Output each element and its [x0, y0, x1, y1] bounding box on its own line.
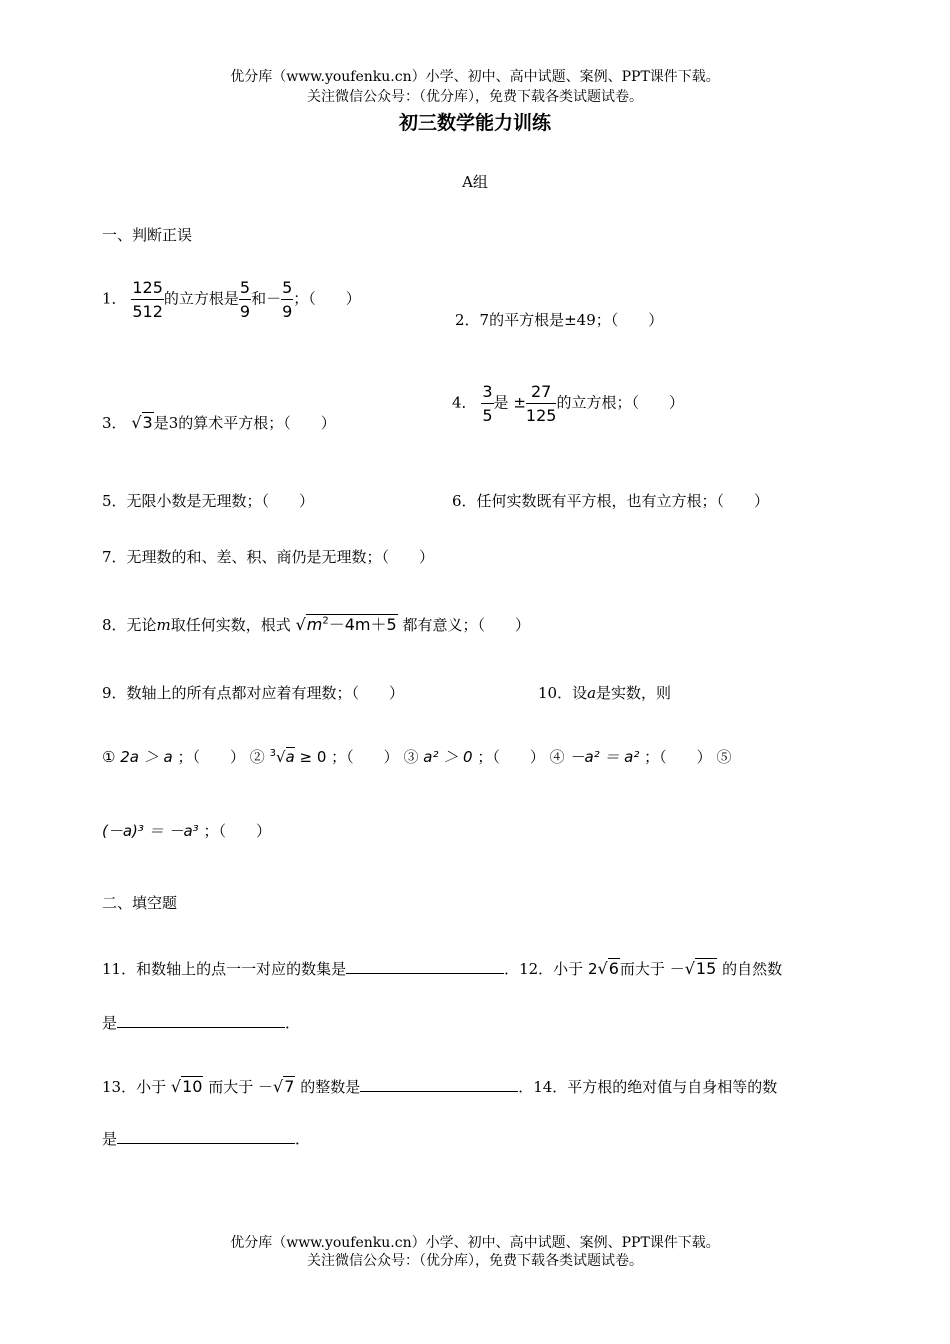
- section-2-heading: 二、填空题: [102, 894, 178, 912]
- q13-answer-blank[interactable]: [360, 1077, 518, 1092]
- q10-paren-3: ；（ ）: [477, 748, 545, 766]
- q3-sqrt: √3: [131, 413, 153, 432]
- q10-text-1: 10．设: [538, 684, 588, 702]
- footer-line-1: 优分库（www.youfenku.cn）小学、初中、高中试题、案例、PPT课件下载。: [230, 1235, 720, 1251]
- q1-f2-num: 5: [239, 278, 251, 300]
- q12-radicand-2: 15: [695, 959, 717, 978]
- question-3: [102, 412, 336, 433]
- q1-text-1: 的立方根是: [163, 289, 239, 308]
- q4-f-num: 3: [481, 382, 493, 404]
- q13-text-2: 而大于: [208, 1078, 254, 1096]
- section-1-heading: 一、判断正误: [102, 226, 193, 244]
- q13-sqrt-1: √10: [170, 1077, 203, 1096]
- q12-answer-blank[interactable]: [117, 1013, 285, 1028]
- header-line-2: 关注微信公众号：（优分库），免费下载各类试题试卷。: [307, 89, 643, 105]
- q10-paren-1: ；（ ）: [177, 748, 245, 766]
- q1-f3-num: 5: [281, 278, 293, 300]
- q10-circle-4: ④: [549, 748, 565, 766]
- q1-text-2: 和－: [251, 289, 282, 308]
- question-7: 7．无理数的和、差、积、商仍是无理数；（ ）: [102, 548, 435, 566]
- q14-text-1: ．14．平方根的绝对值与自身相等的数: [518, 1078, 778, 1096]
- question-6: 6．任何实数既有平方根，也有立方根；（ ）: [452, 492, 770, 510]
- q10-circle-2: ②: [249, 748, 265, 766]
- q11-answer-blank[interactable]: [346, 959, 504, 974]
- q10-var: a: [587, 684, 597, 702]
- q13-text-1: 13．小于: [102, 1078, 167, 1096]
- q10-expr-2-rel: ≥ 0: [299, 748, 327, 766]
- q10-expr-3: a² ＞ 0: [423, 748, 473, 766]
- q1-num: 1．: [102, 289, 127, 308]
- q8-sqrt: $√m^2-4m+5$: [295, 615, 397, 634]
- question-11: [102, 958, 782, 979]
- question-5: 5．无限小数是无理数；（ ）: [102, 492, 315, 510]
- q12-coef: 2: [587, 960, 598, 978]
- q4-pm: ±: [513, 393, 526, 412]
- q4-f-den: 5: [482, 406, 493, 425]
- q10-paren-2: ；（ ）: [331, 748, 399, 766]
- q13-sqrt-2: √7: [273, 1077, 295, 1096]
- question-12-cont: [102, 1012, 300, 1033]
- footer-line-2: 关注微信公众号：（优分库），免费下载各类试题试卷。: [307, 1253, 643, 1269]
- q10-paren-5: ；（ ）: [203, 822, 271, 840]
- q1-frac-num: 125: [131, 278, 164, 300]
- question-2: 2．7的平方根是±49；（ ）: [455, 311, 664, 329]
- q1-text-3: ；（ ）: [293, 289, 361, 308]
- q8-var: m: [156, 616, 171, 634]
- q3-text: 是3的算术平方根；（ ）: [153, 414, 336, 432]
- q12-period: ．: [285, 1014, 301, 1032]
- q13-radicand-2: 7: [284, 1077, 295, 1096]
- q12-radicand-1: 6: [608, 959, 619, 978]
- question-4: [452, 382, 684, 425]
- q13-text-3: 的整数是: [300, 1078, 361, 1096]
- question-9: 9．数轴上的所有点都对应着有理数；（ ）: [102, 684, 405, 702]
- question-10-items: ① 2a ＞ a ；（ ） ② $^3$√a ≥ 0 ；（ ） ③ a² ＞ 0 ；（ ） ④ －a² ＝ a² ；（ ） ⑤: [102, 748, 732, 766]
- q10-paren-4: ；（ ）: [644, 748, 712, 766]
- question-14-cont: [102, 1128, 310, 1149]
- q12-text-1: ．12．小于: [504, 960, 584, 978]
- question-13: [102, 1076, 777, 1097]
- q8-rad-b: －4m＋5: [328, 615, 397, 634]
- q10-circle-3: ③: [403, 748, 419, 766]
- q12-text-2: 而大于: [619, 960, 665, 978]
- q1-fraction-3: [281, 278, 293, 321]
- q14-period: ．: [295, 1130, 311, 1148]
- q3-radicand: 3: [142, 413, 153, 432]
- q4-fraction-2: [526, 382, 557, 425]
- q10-expr-5: (－a)³ ＝ －a³: [102, 822, 199, 840]
- q4-text-1: 是: [493, 393, 509, 412]
- q13-minus: －: [258, 1078, 274, 1096]
- q10-text-2: 是实数，则: [596, 684, 672, 702]
- q8-text-1: 8．无论: [102, 616, 157, 634]
- q4-num: 4．: [452, 393, 477, 412]
- page-title: 初三数学能力训练: [398, 112, 551, 134]
- question-1: [102, 278, 361, 321]
- q14-text-2: 是: [102, 1130, 118, 1148]
- q4-f2-num: 27: [526, 382, 557, 404]
- q1-f2-den: 9: [239, 302, 251, 321]
- q8-text-2: 取任何实数，根式: [170, 616, 291, 634]
- group-label: A组: [462, 173, 488, 191]
- q4-f2-den: 125: [525, 406, 557, 425]
- q8-rad-a: m: [306, 615, 323, 634]
- q13-radicand-1: 10: [182, 1077, 203, 1096]
- q4-fraction: [481, 382, 493, 425]
- q10-expr-1: 2a ＞ a: [120, 748, 173, 766]
- question-8: [102, 612, 530, 635]
- q1-fraction: [131, 278, 164, 321]
- q1-f3-den: 9: [282, 302, 293, 321]
- q12-text-4: 是: [102, 1014, 118, 1032]
- q10-expr-2-var: a: [285, 748, 295, 766]
- q14-answer-blank[interactable]: [117, 1129, 295, 1144]
- header-line-1: 优分库（www.youfenku.cn）小学、初中、高中试题、案例、PPT课件下载。: [230, 69, 720, 85]
- q1-fraction-2: [239, 278, 251, 321]
- q3-num: 3．: [102, 414, 127, 432]
- q10-cube-index: 3: [269, 748, 276, 759]
- question-10: [538, 682, 671, 703]
- q12-minus: －: [669, 960, 685, 978]
- q10-circle-1: ①: [102, 748, 116, 766]
- q10-circle-5: ⑤: [716, 748, 732, 766]
- q12-text-3: 的自然数: [722, 960, 783, 978]
- q10-expr-4: －a² ＝ a²: [569, 748, 640, 766]
- q4-text-2: 的立方根；（ ）: [556, 393, 684, 412]
- q12-sqrt-2: √15: [684, 959, 717, 978]
- q8-text-3: 都有意义；（ ）: [402, 616, 530, 634]
- q11-text-1: 11．和数轴上的点一一对应的数集是: [102, 960, 347, 978]
- question-10-item-5: [102, 820, 271, 841]
- q1-frac-den: 512: [132, 302, 163, 321]
- q12-sqrt-1: √6: [597, 959, 619, 978]
